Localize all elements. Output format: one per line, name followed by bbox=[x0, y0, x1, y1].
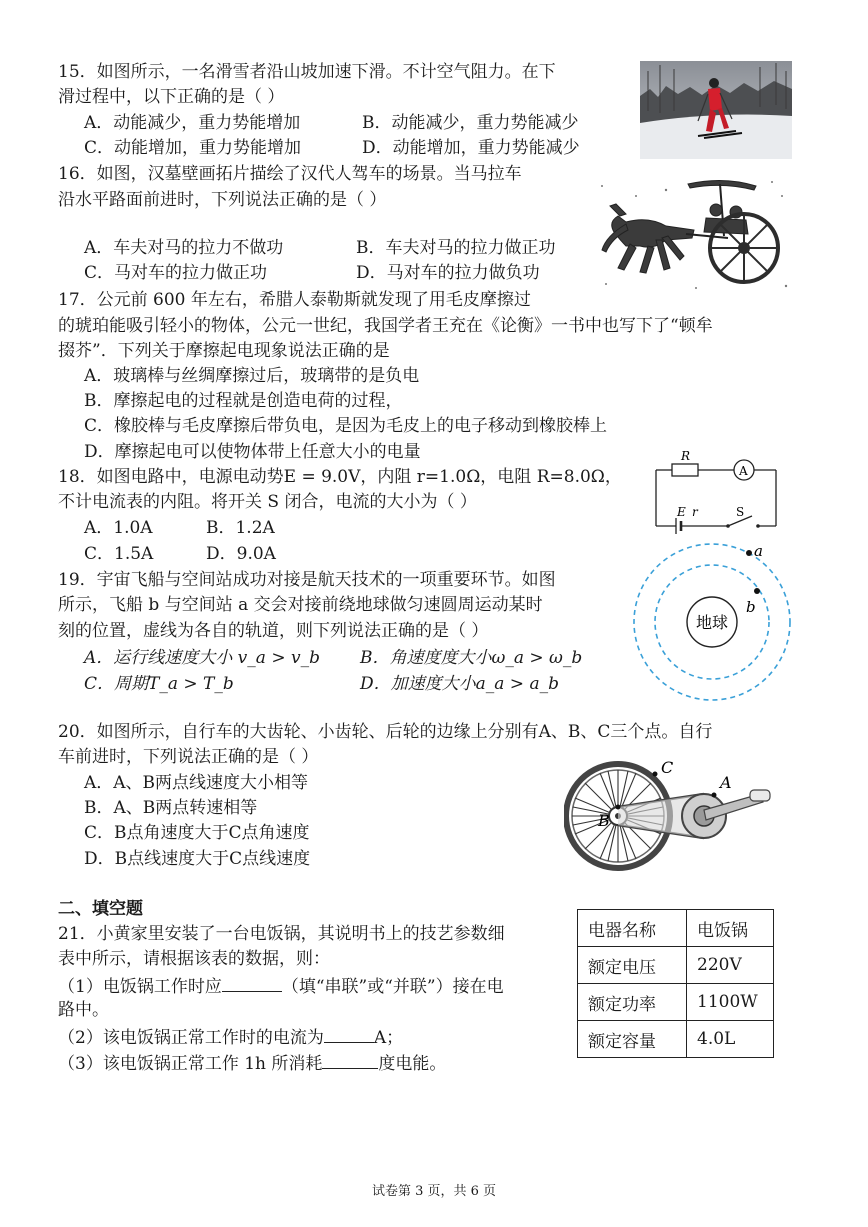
q20-stem: 20．如图所示，自行车的大齿轮、小齿轮、后轮的边缘上分别有A、B、C三个点。自行 bbox=[58, 722, 713, 742]
q17-option-b: B．摩擦起电的过程就是创造电荷的过程， bbox=[84, 391, 403, 411]
q21-blank-2[interactable] bbox=[324, 1024, 374, 1043]
q15-option-c: C．动能增加，重力势能增加 bbox=[84, 138, 302, 158]
station-a bbox=[746, 550, 752, 556]
q17-stem-cont2: 掇芥”．下列关于摩擦起电现象说法正确的是 bbox=[58, 341, 390, 361]
q21-stem-cont: 表中所示，请根据该表的数据，则： bbox=[58, 949, 330, 969]
han-chariot-rubbing bbox=[596, 176, 792, 296]
q21-blank-3[interactable] bbox=[322, 1050, 378, 1069]
q15-stem-cont: 滑过程中，以下正确的是（ ） bbox=[58, 87, 285, 107]
bicycle-diagram bbox=[564, 756, 776, 882]
section-heading: 二、填空题 bbox=[58, 899, 143, 919]
q21-blank-1[interactable] bbox=[222, 973, 282, 992]
q18-option-b: B．1.2A bbox=[206, 518, 275, 538]
q16-option-d: D．马对车的拉力做负功 bbox=[356, 263, 540, 283]
q18-stem: 18．如图电路中，电源电动势E = 9.0V，内阻 r=1.0Ω，电阻 R=8.0Ω， bbox=[58, 467, 622, 487]
q21-part2 bbox=[58, 1024, 403, 1050]
orbit-diagram bbox=[632, 540, 794, 702]
q16-option-c: C．马对车的拉力做正功 bbox=[84, 263, 268, 283]
ship-b bbox=[754, 588, 760, 594]
q20-stem-cont: 车前进时，下列说法正确的是（ ） bbox=[58, 747, 319, 767]
q18-stem-cont: 不计电流表的内阻。将开关 S 闭合，电流的大小为（ ） bbox=[58, 492, 477, 512]
q21-part1-cont: 路中。 bbox=[58, 1000, 109, 1020]
label-r: R bbox=[681, 449, 691, 463]
q17-stem: 17．公元前 600 年左右，希腊人泰勒斯就发现了用毛皮摩擦过 bbox=[58, 290, 531, 310]
table-cell: 额定容量 bbox=[578, 1021, 687, 1058]
q18-option-c: C．1.5A bbox=[84, 544, 154, 564]
q20-option-b: B．A、B两点转速相等 bbox=[84, 798, 258, 818]
q17-option-a: A．玻璃棒与丝绸摩擦过后，玻璃带的是负电 bbox=[84, 366, 420, 386]
q19-stem: 19．宇宙飞船与空间站成功对接是航天技术的一项重要环节。如图 bbox=[58, 570, 556, 590]
q20-option-c: C．B点角速度大于C点角速度 bbox=[84, 823, 310, 843]
q16-stem: 16．如图，汉墓壁画拓片描绘了汉代人驾车的场景。当马拉车 bbox=[58, 164, 522, 184]
label-ammeter: A bbox=[739, 464, 748, 478]
table-row bbox=[578, 910, 774, 947]
table-cell: 220V bbox=[687, 947, 774, 984]
table-cell: 电器名称 bbox=[578, 910, 687, 947]
resistor-r bbox=[672, 464, 698, 476]
table-row bbox=[578, 947, 774, 984]
label-b: B bbox=[598, 811, 610, 830]
q19-option-b: B．角速度度大小ω_a > ω_b bbox=[360, 648, 583, 668]
q21-part1-suffix: （填“串联”或“并联”）接在电 bbox=[281, 977, 504, 997]
q15-option-a: A．动能减少，重力势能增加 bbox=[84, 113, 301, 133]
q21-part3-prefix: （3）该电饭锅正常工作 1h 所消耗 bbox=[58, 1054, 323, 1074]
table-cell: 额定电压 bbox=[578, 947, 687, 984]
q19-option-d: D．加速度大小a_a > a_b bbox=[360, 674, 559, 694]
table-row bbox=[578, 1021, 774, 1058]
point-c bbox=[653, 772, 658, 777]
label-b: b bbox=[746, 598, 756, 616]
q18-option-a: A．1.0A bbox=[84, 518, 153, 538]
q15-option-d: D．动能增加，重力势能减少 bbox=[362, 138, 580, 158]
label-c: C bbox=[661, 758, 674, 777]
q20-option-d: D．B点线速度大于C点线速度 bbox=[84, 849, 311, 869]
spec-table bbox=[577, 909, 774, 1058]
q19-option-c: C．周期T_a > T_b bbox=[84, 674, 234, 694]
q17-option-d: D．摩擦起电可以使物体带上任意大小的电量 bbox=[84, 442, 421, 462]
table-cell: 电饭锅 bbox=[687, 910, 774, 947]
q19-stem-cont: 所示，飞船 b 与空间站 a 交会对接前绕地球做匀速圆周运动某时 bbox=[58, 595, 543, 615]
earth-label: 地球 bbox=[695, 613, 729, 632]
q21-part3-suffix: 度电能。 bbox=[378, 1054, 447, 1074]
q15-stem: 15．如图所示，一名滑雪者沿山坡加速下滑。不计空气阻力。在下 bbox=[58, 62, 556, 82]
q16-stem-cont: 沿水平路面前进时，下列说法正确的是（ ） bbox=[58, 190, 387, 210]
label-a: a bbox=[754, 542, 763, 560]
table-cell: 1100W bbox=[687, 984, 774, 1021]
label-switch: S bbox=[736, 505, 745, 519]
q21-part2-prefix: （2）该电饭锅正常工作时的电流为 bbox=[58, 1028, 324, 1048]
q19-stem-cont2: 刻的位置，虚线为各自的轨道，则下列说法正确的是（ ） bbox=[58, 621, 489, 641]
q18-option-d: D．9.0A bbox=[206, 544, 276, 564]
q17-stem-cont: 的琥珀能吸引轻小的物体，公元一世纪，我国学者王充在《论衡》一书中也写下了“顿牟 bbox=[58, 316, 713, 336]
label-emf: E bbox=[677, 505, 686, 519]
point-b bbox=[616, 805, 621, 810]
skier-photo bbox=[640, 61, 792, 159]
q21-stem: 21．小黄家里安装了一台电饭锅，其说明书上的技艺参数细 bbox=[58, 924, 505, 944]
circuit-diagram bbox=[648, 448, 788, 544]
q17-option-c: C．橡胶棒与毛皮摩擦后带负电，是因为毛皮上的电子移动到橡胶棒上 bbox=[84, 416, 608, 436]
table-cell: 4.0L bbox=[687, 1021, 774, 1058]
q21-part3 bbox=[58, 1050, 446, 1076]
label-a: A bbox=[720, 773, 732, 792]
q16-option-b: B．车夫对马的拉力做正功 bbox=[356, 238, 556, 258]
q19-option-a: A．运行线速度大小 v_a > v_b bbox=[84, 648, 320, 668]
q21-part1-prefix: （1）电饭锅工作时应 bbox=[58, 977, 222, 997]
q21-part1 bbox=[58, 973, 504, 999]
q16-option-a: A．车夫对马的拉力不做功 bbox=[84, 238, 284, 258]
q21-part2-suffix: A； bbox=[373, 1028, 404, 1048]
label-internal-r: r bbox=[692, 505, 698, 519]
pedal bbox=[750, 790, 770, 801]
page-footer: 试卷第 3 页，共 6 页 bbox=[371, 1184, 497, 1199]
q20-option-a: A．A、B两点线速度大小相等 bbox=[84, 773, 309, 793]
table-cell: 额定功率 bbox=[578, 984, 687, 1021]
q15-option-b: B．动能减少，重力势能减少 bbox=[362, 113, 579, 133]
table-row bbox=[578, 984, 774, 1021]
point-a bbox=[712, 793, 717, 798]
